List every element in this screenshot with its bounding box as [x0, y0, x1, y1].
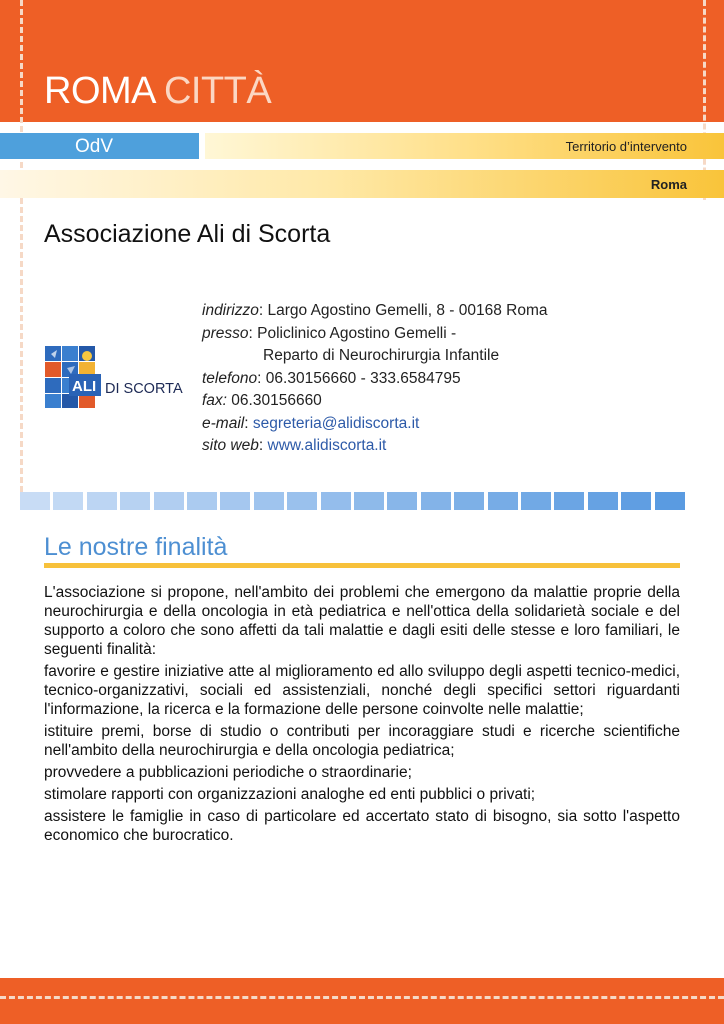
section-title: Le nostre finalità — [44, 533, 228, 561]
left-dashed-line — [20, 0, 23, 510]
decorative-square — [354, 492, 384, 510]
decorative-square-row — [20, 492, 680, 510]
association-logo — [45, 346, 185, 408]
decorative-square — [287, 492, 317, 510]
contact-block — [202, 300, 548, 458]
contact-address-label: indirizzo — [202, 302, 259, 319]
decorative-square — [488, 492, 518, 510]
logo-text-scorta: DI SCORTA — [105, 381, 183, 397]
body-paragraph: istituire premi, borse di studio o contributi per incoraggiare studi e ricerche scientifiche nell'ambito della neurochirurgia e della oncologia pediatrica; — [44, 723, 680, 759]
section-rule — [44, 563, 680, 568]
section-body — [44, 583, 680, 848]
decorative-square — [254, 492, 284, 510]
contact-address: indirizzo: Largo Agostino Gemelli, 8 - 00168 Roma — [202, 302, 548, 319]
contact-fax-label: fax: — [202, 392, 227, 409]
contact-web-link[interactable]: www.alidiscorta.it — [267, 437, 387, 454]
decorative-square — [621, 492, 651, 510]
contact-at-value-1: Policlinico Agostino Gemelli - — [257, 324, 457, 342]
decorative-square — [187, 492, 217, 510]
body-paragraph: L'associazione si propone, nell'ambito dei problemi che emergono da malattie proprie della neurochirurgia e della oncologia in età pediatrica e nell'ottica della solidarietà sociale e del supporto a coloro che sono affetti da tali malattie e dagli esiti delle stesse e loro familiari, le seguenti finalità: — [44, 584, 680, 658]
region-title-first: ROMA — [44, 70, 154, 112]
body-paragraph: favorire e gestire iniziative atte al miglioramento ed allo sviluppo degli aspetti tecnico-medici, tecnico-organizzativi, sociali ed assistenziali, nonché degli specifici settori riguardanti l'informazione, la ricerca e la formazione delle persone coinvolte nelle malattie; — [44, 663, 680, 718]
decorative-square — [220, 492, 250, 510]
decorative-square — [120, 492, 150, 510]
footer-dashed-line — [0, 996, 724, 999]
contact-phone: telefono: 06.30156660 - 333.6584795 — [202, 369, 461, 387]
body-paragraph: provvedere a pubblicazioni periodiche o straordinarie; — [44, 764, 412, 781]
contact-at: presso: Policlinico Agostino Gemelli - — [202, 324, 457, 342]
contact-phone-value: 06.30156660 - 333.6584795 — [265, 369, 461, 387]
association-name: Associazione Ali di Scorta — [44, 220, 331, 248]
contact-fax — [202, 390, 548, 413]
region-title-second: CITTÀ — [163, 70, 272, 112]
decorative-square — [454, 492, 484, 510]
contact-email: e-mail: segreteria@alidiscorta.it — [202, 414, 420, 432]
contact-address-value: Largo Agostino Gemelli, 8 - 00168 Roma — [267, 302, 548, 319]
body-paragraph: stimolare rapporti con organizzazioni analoghe ed enti pubblici o privati; — [44, 786, 536, 803]
decorative-square — [655, 492, 685, 510]
contact-fax-value: 06.30156660 — [231, 392, 322, 409]
decorative-square — [588, 492, 618, 510]
contact-web-label: sito web — [202, 437, 259, 454]
decorative-square — [20, 492, 50, 510]
decorative-square — [387, 492, 417, 510]
territory-value-bar — [0, 170, 724, 198]
contact-at-label: presso — [202, 324, 249, 342]
decorative-square — [154, 492, 184, 510]
logo-text-ali: ALI — [72, 378, 97, 395]
decorative-square — [521, 492, 551, 510]
contact-email-link[interactable]: segreteria@alidiscorta.it — [252, 414, 420, 432]
contact-web: sito web: www.alidiscorta.it — [202, 437, 387, 454]
decorative-square — [321, 492, 351, 510]
territory-label: Territorio d’intervento — [565, 139, 687, 154]
region-title — [44, 72, 271, 110]
decorative-square — [554, 492, 584, 510]
decorative-square — [87, 492, 117, 510]
decorative-square — [421, 492, 451, 510]
contact-phone-label: telefono — [202, 369, 258, 387]
footer-band — [0, 978, 724, 1024]
category-tab-label: OdV — [75, 136, 114, 157]
contact-email-label: e-mail — [202, 414, 245, 432]
contact-at-value-2: Reparto di Neurochirurgia Infantile — [263, 347, 500, 364]
body-paragraph: assistere le famiglie in caso di particolare ed accertato stato di bisogno, sia sotto l'aspetto economico che burocratico. — [44, 808, 680, 844]
territory-value: Roma — [650, 177, 687, 192]
decorative-square — [53, 492, 83, 510]
